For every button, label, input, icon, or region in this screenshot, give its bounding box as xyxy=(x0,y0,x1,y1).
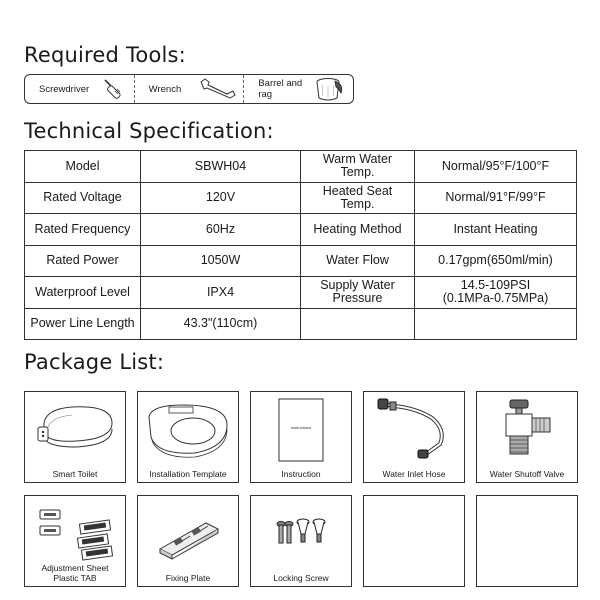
package-item-smart-toilet xyxy=(24,391,126,483)
spec-value: 0.17gpm(650ml/min) xyxy=(415,245,577,277)
package-item-label: Fixing Plate xyxy=(165,573,211,583)
package-item-label: Water Shutoff Valve xyxy=(489,469,565,479)
spec-value: Instant Heating xyxy=(415,214,577,246)
tool-label: Wrench xyxy=(148,83,182,95)
instruction-cover-text: Instructions xyxy=(290,425,312,430)
screwdriver-icon xyxy=(102,77,128,101)
spec-label: Heated Seat Temp. xyxy=(301,182,415,214)
package-item-adjustment-sheet xyxy=(24,495,126,587)
shutoff-valve-icon xyxy=(492,396,562,462)
package-item-fixing-plate xyxy=(137,495,239,587)
spec-label: Model xyxy=(25,151,141,183)
spec-row xyxy=(25,308,577,340)
package-item-installation-template xyxy=(137,391,239,483)
package-item-water-shutoff-valve xyxy=(476,391,578,483)
spec-label: Rated Power xyxy=(25,245,141,277)
spec-value: Normal/91°F/99°F xyxy=(415,182,577,214)
spec-label: Warm Water Temp. xyxy=(301,151,415,183)
smart-toilet-icon xyxy=(32,397,118,461)
adjustment-sheet-icon xyxy=(30,502,120,564)
spec-label: Heating Method xyxy=(301,214,415,246)
spec-value: SBWH04 xyxy=(141,151,301,183)
spec-label: Power Line Length xyxy=(25,308,141,340)
wrench-icon xyxy=(197,77,237,101)
spec-value: 43.3"(110cm) xyxy=(141,308,301,340)
water-hose-icon xyxy=(374,396,454,462)
tool-barrel-and-rag xyxy=(243,75,353,103)
package-item-label: Adjustment Sheet Plastic TAB xyxy=(41,563,109,583)
package-item-instruction xyxy=(250,391,352,483)
technical-specification-heading: Technical Specification: xyxy=(24,119,274,143)
spec-row xyxy=(25,214,577,246)
package-item-empty xyxy=(363,495,465,587)
installation-template-icon xyxy=(143,397,233,461)
spec-label: Water Flow xyxy=(301,245,415,277)
spec-label xyxy=(301,308,415,340)
package-item-locking-screw xyxy=(250,495,352,587)
spec-value: IPX4 xyxy=(141,277,301,309)
spec-row xyxy=(25,245,577,277)
tool-wrench xyxy=(134,75,244,103)
spec-row xyxy=(25,277,577,309)
tool-label: Screwdriver xyxy=(39,83,90,95)
package-item-water-inlet-hose xyxy=(363,391,465,483)
spec-label: Waterproof Level xyxy=(25,277,141,309)
spec-value: 14.5-109PSI (0.1MPa-0.75MPa) xyxy=(415,277,577,309)
spec-label: Supply Water Pressure xyxy=(301,277,415,309)
required-tools-heading: Required Tools: xyxy=(24,43,186,67)
required-tools-bar xyxy=(24,74,354,104)
spec-row xyxy=(25,182,577,214)
spec-value: 120V xyxy=(141,182,301,214)
spec-row xyxy=(25,151,577,183)
specification-table xyxy=(24,150,577,340)
package-item-label: Instruction xyxy=(281,469,321,479)
package-list-heading: Package List: xyxy=(24,350,165,374)
spec-value xyxy=(415,308,577,340)
spec-label: Rated Voltage xyxy=(25,182,141,214)
package-item-label: Smart Toilet xyxy=(52,469,98,479)
package-item-label: Locking Screw xyxy=(273,573,329,583)
spec-value: 60Hz xyxy=(141,214,301,246)
package-item-label: Installation Template xyxy=(149,469,227,479)
instruction-booklet-icon xyxy=(271,395,331,463)
spec-label: Rated Frequency xyxy=(25,214,141,246)
package-item-empty xyxy=(476,495,578,587)
package-item-label: Water Inlet Hose xyxy=(382,469,446,479)
locking-screw-icon xyxy=(261,508,341,558)
tool-screwdriver xyxy=(25,75,134,103)
fixing-plate-icon xyxy=(148,503,228,563)
spec-value: Normal/95°F/100°F xyxy=(415,151,577,183)
tool-label: Barrel and rag xyxy=(258,78,303,100)
barrel-icon xyxy=(313,76,347,102)
spec-value: 1050W xyxy=(141,245,301,277)
